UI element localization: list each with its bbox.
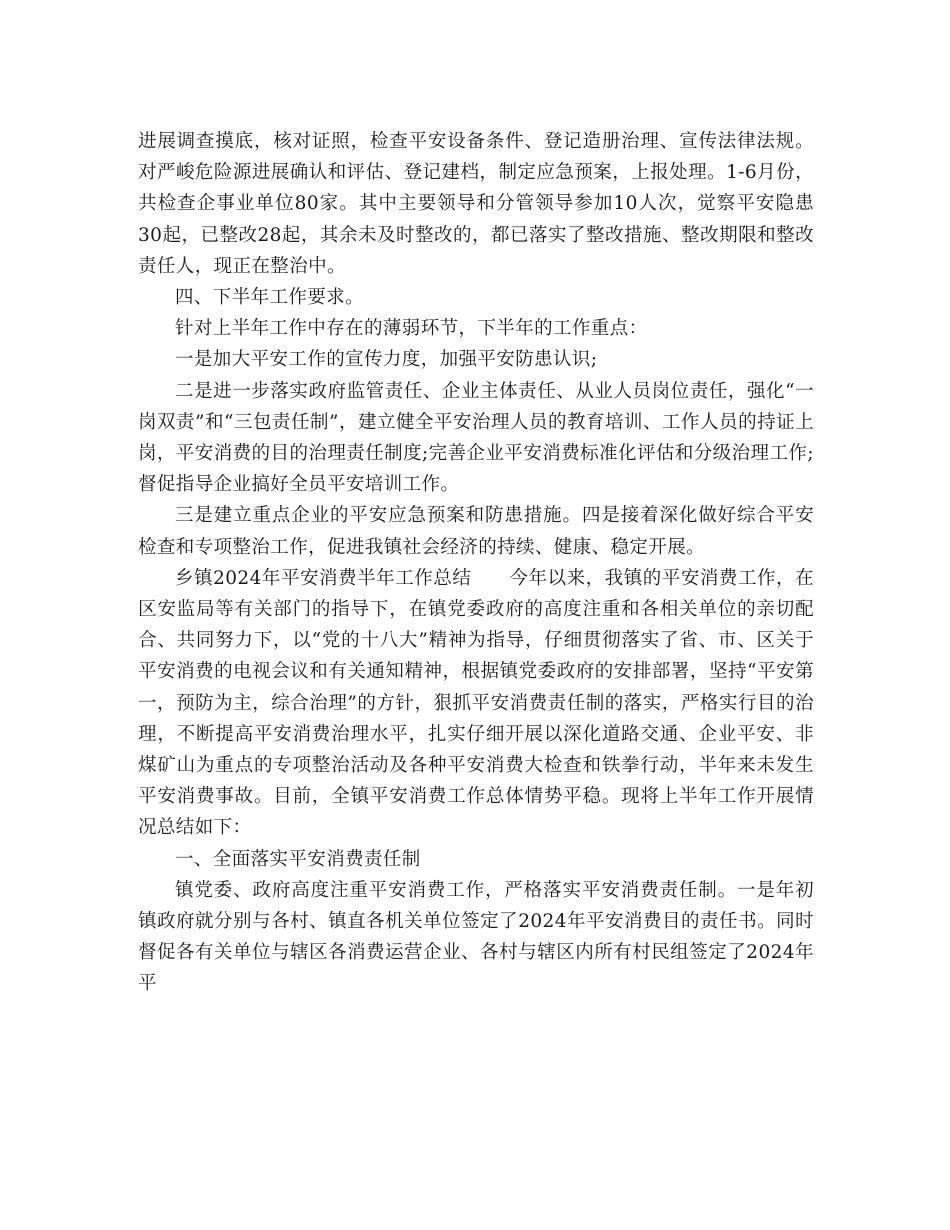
paragraph-point-two: 二是进一步落实政府监管责任、企业主体责任、从业人员岗位责任，强化“一岗双责”和“三包责任制”，建立健全平安治理人员的教育培训、工作人员的持证上岗，平安消费的目的治理责任制度;完善企业平安消费标准化评估和分级治理工作;督促指导企业搞好全员平安培训工作。 — [138, 380, 814, 496]
paragraph-summary-intro: 乡镇2024年平安消费半年工作总结 今年以来，我镇的平安消费工作，在区安监局等有关部门的指导下，在镇党委政府的高度注重和各相关单位的亲切配合、共同努力下，以“党的十八大”精神为指导，仔细贯彻落实了省、市、区关于平安消费的电视会议和有关通知精神，根据镇党委政府的安排部署，坚持“平安第一，预防为主，综合治理”的方针，狠抓平安消费责任制的落实，严格实行目的治理，不断提高平安消费治理水平，扎实仔细开展以深化道路交通、企业平安、非煤矿山为重点的专项整治活动及各种平安消费大检查和铁拳行动，半年来未发生平安消费事故。目前，全镇平安消费工作总体情势平稳。现将上半年工作开展情况总结如下： — [138, 567, 814, 839]
document-body — [138, 126, 814, 1000]
section-heading-responsibility: 一、全面落实平安消费责任制 — [175, 848, 421, 870]
paragraph-continued: 进展调查摸底，核对证照，检查平安设备条件、登记造册治理、宣传法律法规。对严峻危险源进展确认和评估、登记建档，制定应急预案，上报处理。1-6月份，共检查企事业单位80家。其中主要领导和分管领导参加10人次，觉察平安隐患30起，已整改28起，其余未及时整改的，都已落实了整改措施、整改期限和整改责任人，现正在整治中。 — [138, 131, 814, 277]
section-heading-second-half-requirements: 四、下半年工作要求。 — [175, 287, 365, 309]
paragraph-point-one: 一是加大平安工作的宣传力度，加强平安防患认识; — [175, 349, 598, 371]
paragraph-responsibility-body: 镇党委、政府高度注重平安消费工作，严格落实平安消费责任制。一是年初镇政府就分别与各村、镇直各机关单位签定了2024年平安消费目的责任书。同时督促各有关单位与辖区各消费运营企业、各村与辖区内所有村民组签定了2024年平 — [138, 879, 814, 995]
paragraph-point-three-four: 三是建立重点企业的平安应急预案和防患措施。四是接着深化做好综合平安检查和专项整治工作，促进我镇社会经济的持续、健康、稳定开展。 — [138, 505, 814, 558]
paragraph-work-focus: 针对上半年工作中存在的薄弱环节，下半年的工作重点： — [175, 318, 648, 340]
